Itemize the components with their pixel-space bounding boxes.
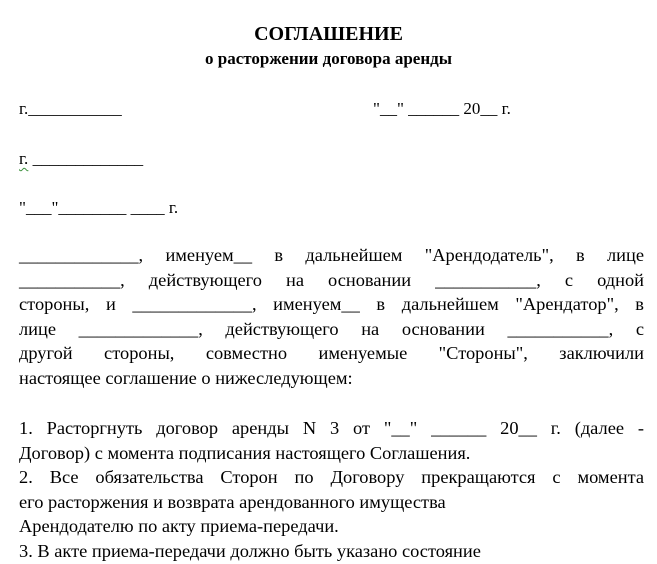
- clause-line: Договор) с момента подписания настоящего Соглашения.: [19, 442, 471, 463]
- document-title: СОГЛАШЕНИЕ: [254, 23, 403, 45]
- intro-paragraph: [19, 243, 644, 391]
- date-field-1: "__" ______ 20__ г.: [373, 99, 511, 118]
- clauses-list: [19, 416, 644, 564]
- city-blank: _____________: [28, 149, 144, 168]
- clause-line: 2. Все обязательства Сторон по Договору прекращаются с момента: [19, 467, 644, 488]
- clause-1: [19, 416, 644, 465]
- intro-line: лице _____________, действующего на основании ___________, с: [19, 318, 644, 339]
- clause-line: 3. В акте приема-передачи должно быть указано состояние: [19, 540, 481, 561]
- document-subtitle: о расторжении договора аренды: [204, 49, 453, 68]
- intro-line: настоящее соглашение о нижеследующем:: [19, 367, 353, 388]
- intro-line: другой стороны, совместно именуемые "Стороны", заключили: [19, 343, 644, 364]
- clause-3: [19, 539, 644, 564]
- intro-line: _____________, именуем__ в дальнейшем "Арендодатель", в лице: [19, 245, 644, 265]
- date-field-2: "___"________ ____ г.: [19, 198, 179, 217]
- clause-line: его расторжения и возврата арендованного имущества: [19, 491, 446, 512]
- clause-line: Арендодателю по акту приема-передачи.: [19, 516, 339, 537]
- city-field-2: [19, 147, 143, 171]
- city-prefix-spellcheck: г.: [19, 149, 29, 168]
- clause-line: 1. Расторгнуть договор аренды N 3 от "__" ______ 20__ г. (далее -: [19, 418, 644, 438]
- clause-2: [19, 465, 644, 539]
- city-field-1: г.___________: [19, 99, 122, 118]
- intro-line: стороны, и _____________, именуем__ в дальнейшем "Арендатор", в: [19, 294, 644, 315]
- intro-line: ___________, действующего на основании ___________, с одной: [19, 269, 644, 290]
